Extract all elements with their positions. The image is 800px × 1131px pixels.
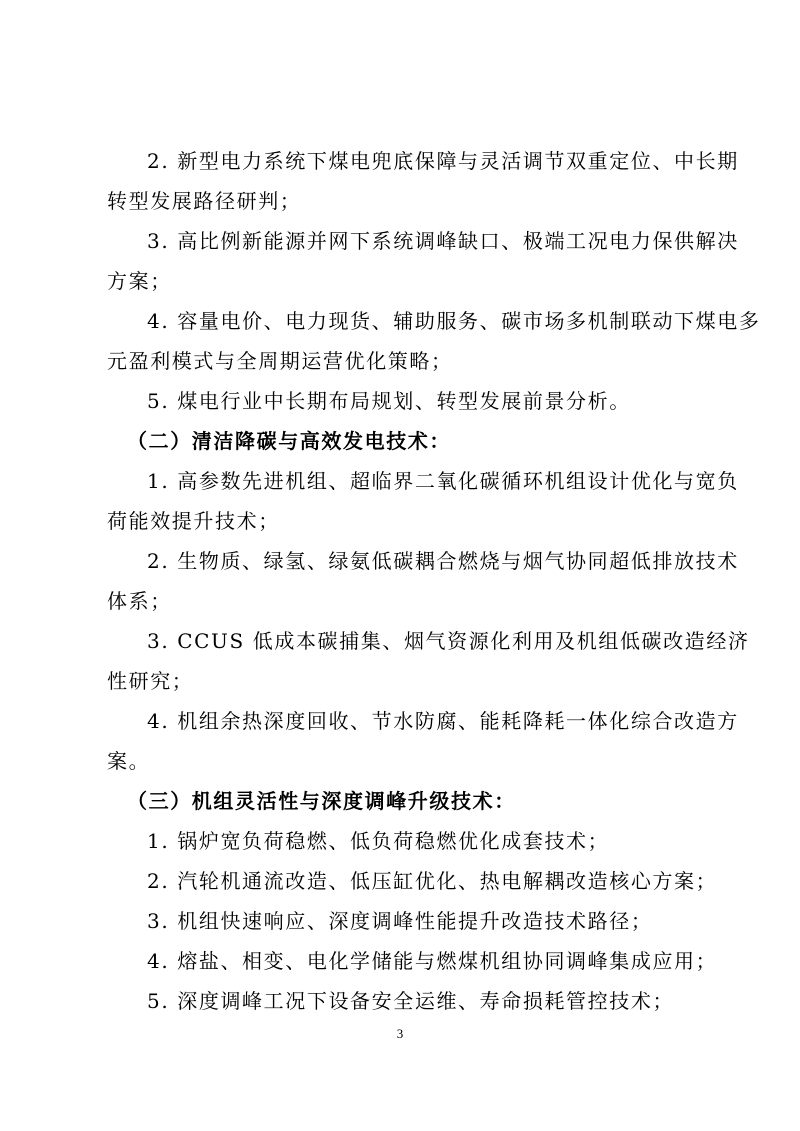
section2-item-3-line-2: 性研究； (107, 669, 194, 693)
page-number: 3 (396, 1026, 404, 1041)
section2-item-2-line-2: 体系； (107, 589, 172, 613)
section2-item-4-line-2: 案。 (107, 749, 151, 773)
list-item-2-line-1: 2. 新型电力系统下煤电兜底保障与灵活调节双重定位、中长期 (147, 149, 739, 173)
list-item-5: 5. 煤电行业中长期布局规划、转型发展前景分析。 (147, 389, 631, 413)
list-item-2-line-2: 转型发展路径研判； (107, 189, 302, 213)
section-heading-3: （三）机组灵活性与深度调峰升级技术： (127, 789, 516, 813)
list-item-4-line-2: 元盈利模式与全周期运营优化策略； (107, 349, 453, 373)
section3-item-2: 2. 汽轮机通流改造、低压缸优化、热电解耦改造核心方案； (147, 869, 718, 893)
section3-item-4: 4. 熔盐、相变、电化学储能与燃煤机组协同调峰集成应用； (147, 949, 718, 973)
section2-item-1-line-1: 1. 高参数先进机组、超临界二氧化碳循环机组设计优化与宽负 (147, 469, 739, 493)
section2-item-1-line-2: 荷能效提升技术； (107, 509, 280, 533)
section3-item-5: 5. 深度调峰工况下设备安全运维、寿命损耗管控技术； (147, 989, 675, 1013)
section3-item-1: 1. 锅炉宽负荷稳燃、低负荷稳燃优化成套技术； (147, 829, 610, 853)
list-item-4-line-1: 4. 容量电价、电力现货、辅助服务、碳市场多机制联动下煤电多 (147, 309, 761, 333)
section-heading-2: （二）清洁降碳与高效发电技术： (127, 429, 451, 453)
list-item-3-line-1: 3. 高比例新能源并网下系统调峰缺口、极端工况电力保供解决 (147, 229, 739, 253)
section2-item-3-line-1: 3. CCUS 低成本碳捕集、烟气资源化利用及机组低碳改造经济 (147, 629, 750, 653)
list-item-3-line-2: 方案； (107, 269, 172, 293)
document-body (107, 145, 761, 1017)
section2-item-4-line-1: 4. 机组余热深度回收、节水防腐、能耗降耗一体化综合改造方 (147, 709, 739, 733)
section2-item-2-line-1: 2. 生物质、绿氢、绿氨低碳耦合燃烧与烟气协同超低排放技术 (147, 549, 739, 573)
section3-item-3: 3. 机组快速响应、深度调峰性能提升改造技术路径； (147, 909, 653, 933)
